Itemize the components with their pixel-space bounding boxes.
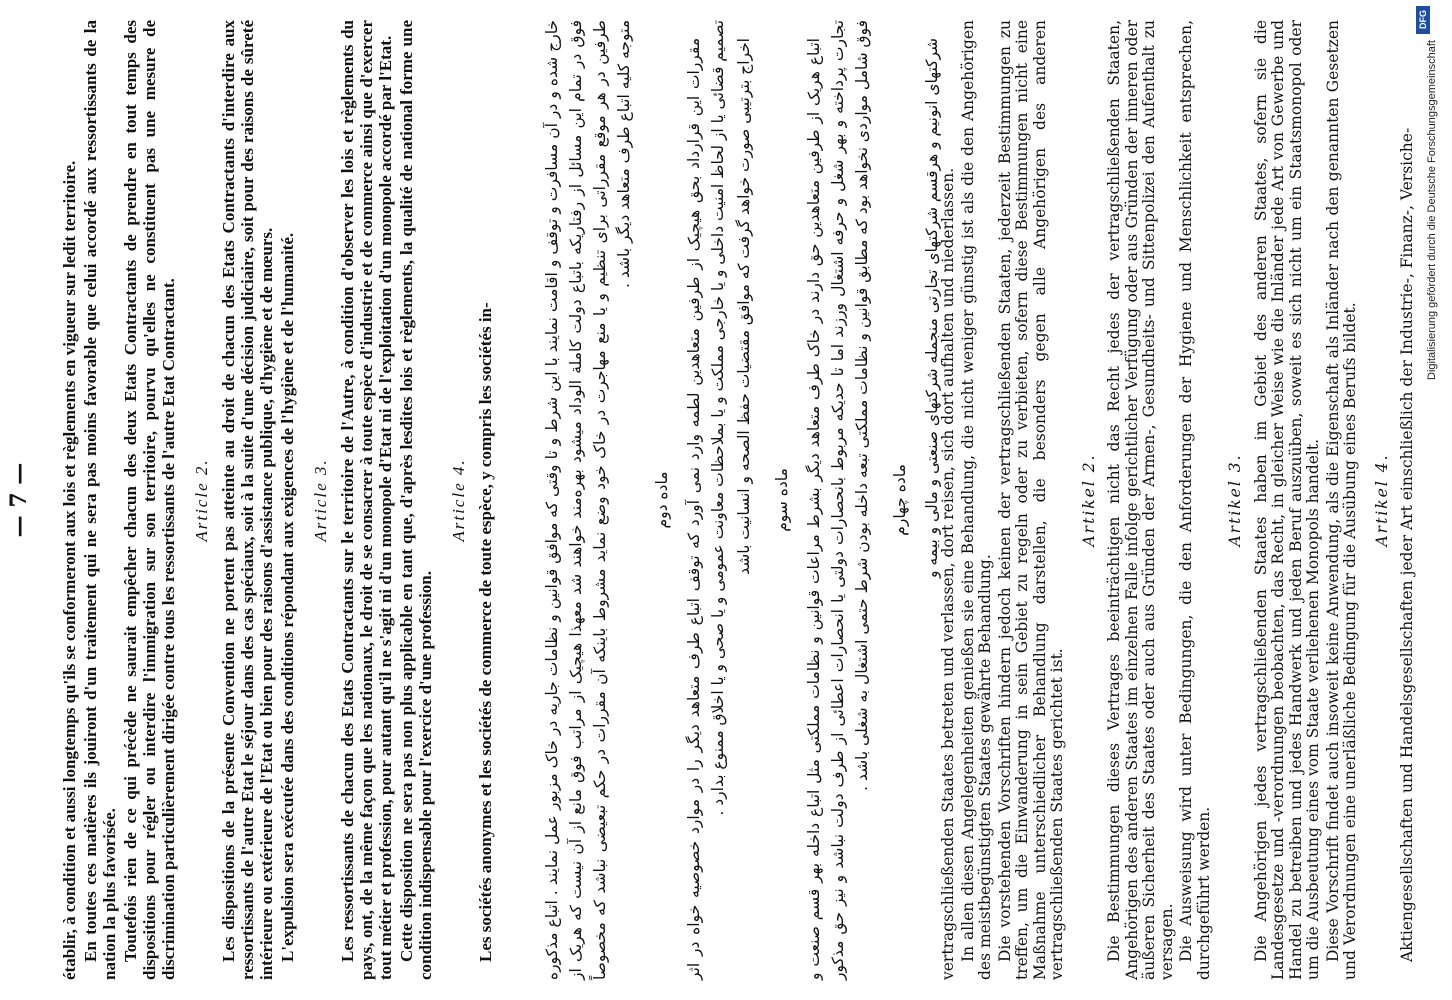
persian-paragraph: شرکتهای انونیم و هرقسم شرکتهای تجارتی منجمله شرکتهای صنعتی و مالی و بیمه و [923, 38, 941, 578]
french-paragraph: L'expulsion sera exécutée dans des conditions répondant aux exigences de l'hygiène et de l'humanité. [278, 232, 297, 962]
french-column [60, 0, 500, 1000]
persian-paragraph: خارج شده و در آن مسافرت و توقف و اقامت نمایند با این شرط و تا وقتی که موافق قوانین و نظامات جاریه در خاک مزبور عمل نمایند . اتباع مذکوره فوق در تمام این مسائل از رفتاریکه باتباع دولت کاملة الوداد میشود بهره‌مند خواهند شد معهذا هیچیک از مراتب فوق مانع از آن نیست که هریک از طرفین در هر موقع مقرراتی برای تنظیم و یا منع مهاجرت در خاک خود وضع نماید مشروط باینکه آن مقررات در حکم تبعیضی نباشد که مخصوصاً متوجه کلیه اتباع طرف متعاهد دیگر باشد . [543, 20, 633, 980]
german-article-2-title: Artikel 2. [1079, 453, 1098, 547]
french-paragraph: Cette disposition ne sera pas non plus applicable en tant que, d'après lesdites lois et règlements, la qualité de national forme une condition indispensable pour l'exercice d'une profession. [397, 20, 435, 980]
german-paragraph: Aktiengesellschaften und Handelsgesellschaften jeder Art einschließlich der Industrie-, Finanz-, Versiche- [1398, 127, 1416, 962]
french-paragraph: En toutes ces matières ils jouiront d'un traitement qui ne sera pas moins favorable que celui accordé aux ressortissants de la nation la plus favorisée. [81, 20, 119, 980]
german-paragraph: vertragschließenden Staates betreten und verlassen, dort reisen, sich dort aufhalten und niederlassen. [939, 167, 957, 980]
credit-text: Digitalisierung gefördert durch die Deutsche Forschungsgemeinschaft [1426, 40, 1438, 380]
french-paragraph: Les dispositions de la présente Convention ne portent pas atteinte au droit de chacun des Etats Contractants d'interdire aux ressortissants de l'autre Etat le séjour dans des cas spéciaux, soit à la suite d'une décision judiciaire, soit pour des raisons de sûreté intérieure ou extérieure de l'Etat ou bien pour des raisons d'assistance publique, d'hygiène et de mœurs. [219, 20, 276, 980]
dfg-logo: DFG [1416, 6, 1430, 34]
german-paragraph: In allen diesen Angelegenheiten genießen sie eine Behandlung, die nicht weniger günstig ist als die den Angehörigen des meistbegünstigten Staates gewährte Behandlung. [958, 20, 994, 980]
persian-column [500, 0, 940, 1000]
french-article-4-title: Article 4. [449, 458, 468, 542]
german-paragraph: Die Bestimmungen dieses Vertrages beeinträchtigen nicht das Recht jedes der vertragschließenden Staaten, Angehörigen des anderen Staates im einzelnen Falle infolge gerichtlicher Verfügung oder aus Gründen der inneren oder äußeren Sicherheit des Staates oder auch aus Gründen der Armen-, Gesundheits- und Sittenpolizei den Aufenthalt zu versagen. [1105, 20, 1176, 980]
page-number: — 7 — [6, 462, 32, 538]
persian-paragraph: اتباع هریک از طرفین متعاهدین حق دارند در خاک طرف متعاهد دیگر بشرط مراعات قوانین و نظامات مملکتی مثل اتباع داخله بهر قسم صنعت و تجارت پرداخته و بهر شغل و حرفه اشتغال ورزند اما تا حدیکه مربوط بانحصارات دولتی یا انحصارات اعطائی از طرف دولت نباشد و نیز حق مذکور فوق شامل مواردی نخواهد بود که مطابق قوانین و نظامات مملکتی تبعه داخله بودن شرط حتمی اشتغال به شغلی باشد . [805, 20, 871, 980]
german-paragraph: Die Ausweisung wird unter Bedingungen, die den Anforderungen der Hygiene und Menschlichkeit entsprechen, durchgeführt werden. [1177, 20, 1213, 980]
german-article-3-title: Artikel 3. [1226, 453, 1244, 547]
persian-paragraph: اخراج بترتیبی صورت خواهد گرفت که موافق مقتضیات حفظ الصحه و انسانیت باشد [735, 38, 753, 575]
french-paragraph: Toutefois rien de ce qui précède ne saurait empêcher chacun des deux Etats Contractants de prendre en tout temps des dispositions pour régler ou interdire l'immigration sur son territoire, pourvu qu'elles ne constituent pas une mesure de discrimination particulièrement dirigée contre tous les ressortissants de l'autre Etat Contractant. [121, 20, 178, 980]
french-paragraph: Les sociétés anonymes et les sociétés de commerce de toute espèce, y compris les sociétés in- [476, 302, 495, 962]
german-paragraph: Diese Vorschrift findet auch insoweit keine Anwendung, als die Eigenschaft als Inländer nach den genannten Gesetzen und Verordnungen eine unerläßliche Bedingung für die Ausübung eines Berufs bildet. [1323, 20, 1359, 980]
german-paragraph: Die Angehörigen jedes vertragschließenden Staates haben im Gebiet des anderen Staates, sofern sie die Landesgesetze und -verordnungen beobachten, das Recht, in gleicher Weise wie die Inländer jede Art von Gewerbe und Handel zu betreiben und jedes Handwerk und jeden Beruf auszuüben, soweit es sich nicht um ein Staatsmonopol oder um die Ausbeutung eines vom Staate verliehenen Monopols handelt. [1251, 20, 1322, 980]
german-column [939, 0, 1416, 1000]
french-paragraph: Les ressortissants de chacun des Etats Contractants sur le territoire de l'Autre, à condition d'observer les lois et règlements du pays, ont, de la même façon que les nationaux, le droit de se consacrer à toute espèce d'industrie et de commerce ainsi que d'exercer tout métier et profession, pour autant qu'il ne s'agit ni d'un monopole d'Etat ni de l'exploitation d'un monopole accordé par l'Etat. [338, 20, 395, 980]
persian-paragraph: مقررات این قرارداد بحق هیچیک از طرفین متعاهدین لطمه وارد نمی آورد که توقف اتباع طرف متعاهد دیگر را در موارد خصوصیه خواه در اثر تصمیم قضائی یا از لحاظ امنیت داخلی و یا خارجی مملکت و یا بملاحظات معاونت عمومی و یا صحی و یا اخلاق ممنوع بدارد . [685, 20, 727, 980]
persian-article-3-title: ماده سوم [773, 468, 791, 532]
french-article-2-title: Article 2. [192, 458, 211, 542]
german-paragraph: Die vorstehenden Vorschriften hindern jedoch keinen der vertragschließenden Staaten, jederzeit Bestimmungen zu treffen, um die Einwanderung in sein Gebiet zu regeln oder zu verbieten, sofern diese Bestimmungen nicht eine Maßnahme unterschiedlicher Behandlung darstellen, die besonders gegen alle Angehörigen des anderen vertragschließenden Staates gerichtet ist. [995, 20, 1066, 980]
persian-article-4-title: ماده چهارم [891, 464, 909, 536]
french-article-3-title: Article 3. [311, 458, 330, 542]
german-article-4-title: Artikel 4. [1372, 453, 1391, 547]
french-paragraph: établir, à condition et aussi longtemps qu'ils se conformeront aux lois et règlements en vigueur sur ledit territoire. [60, 160, 79, 980]
digitization-credit [1404, 10, 1438, 990]
persian-article-2-title: ماده دوم [653, 471, 671, 529]
